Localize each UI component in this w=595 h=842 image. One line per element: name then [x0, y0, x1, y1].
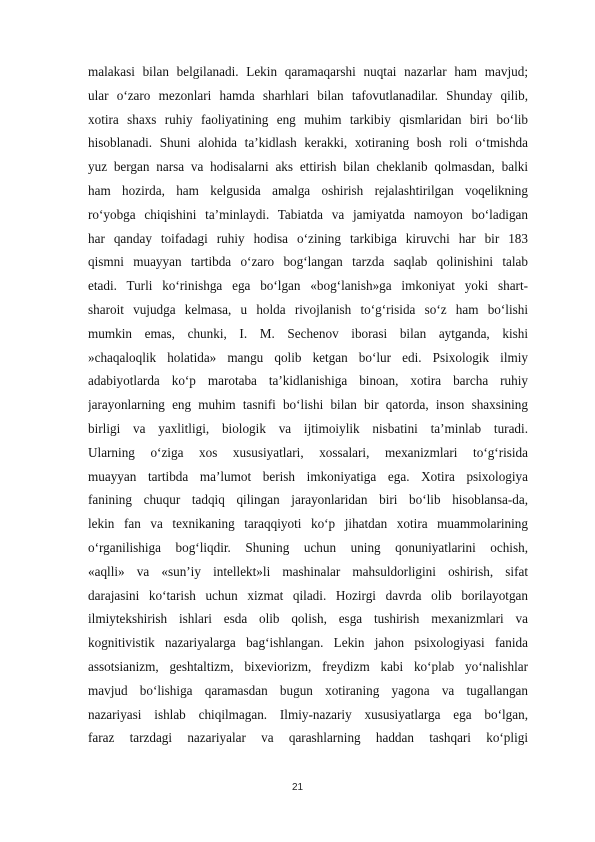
- text-line: yuz bergan narsa va hodisalarni aks ettirish bilan cheklanib qolmasdan, balki: [88, 159, 528, 175]
- text-line: lekin fan va texnikaning taraqqiyoti ko‘p jihatdan xotira muammolarining: [88, 516, 528, 532]
- text-line: Ularning o‘ziga xos xususiyatlari, xossalari, mexanizmlari to‘g‘risida: [88, 444, 528, 460]
- text-line: »chaqaloqlik holatida» mangu qolib ketgan bo‘lur edi. Psixologik ilmiy: [88, 349, 528, 365]
- text-line: etadi. Turli ko‘rinishga ega bo‘lgan «bog‘lanish»ga imkoniyat yoki shart-: [88, 278, 528, 294]
- page-number: 21: [291, 782, 304, 793]
- text-line: fanining chuqur tadqiq qilingan jarayonlaridan biri bo‘lib hisoblansa-da,: [88, 492, 528, 508]
- text-line: hisoblanadi. Shuni alohida ta’kidlash kerakki, xotiraning bosh roli o‘tmishda: [88, 135, 528, 151]
- text-line: xotira shaxs ruhiy faoliyatining eng muhim tarkibiy qismlaridan biri bo‘lib: [88, 111, 528, 127]
- text-line: darajasini ko‘tarish uchun xizmat qiladi. Hozirgi davrda olib borilayotgan: [88, 587, 528, 603]
- text-line: jarayonlarning eng muhim tasnifi bo‘lishi bilan bir qatorda, inson shaxsining: [88, 397, 528, 413]
- text-line: faraz tarzdagi nazariyalar va qarashlarning haddan tashqari ko‘pligi: [88, 730, 528, 746]
- text-line: ro‘yobga chiqishini ta’minlaydi. Tabiatda va jamiyatda namoyon bo‘ladigan: [88, 206, 528, 222]
- text-line: mavjud bo‘lishiga qaramasdan bugun xotiraning yagona va tugallangan: [88, 682, 528, 698]
- text-line: ular o‘zaro mezonlari hamda sharhlari bilan tafovutlanadilar. Shunday qilib,: [88, 87, 528, 103]
- text-line: birligi va yaxlitligi, biologik va ijtimoiylik nisbatini ta’minlab turadi.: [88, 420, 528, 436]
- text-line: kognitivistik nazariyalarga bag‘ishlangan. Lekin jahon psixologiyasi fanida: [88, 635, 528, 651]
- text-line: muayyan tartibda ma’lumot berish imkoniyatiga ega. Xotira psixologiya: [88, 468, 528, 484]
- text-line: nazariyasi ishlab chiqilmagan. Ilmiy-nazariy xususiyatlarga ega bo‘lgan,: [88, 706, 528, 722]
- text-line: ham hozirda, ham kelgusida amalga oshirish rejalashtirilgan voqelikning: [88, 182, 528, 198]
- text-line: adabiyotlarda ko‘p marotaba ta’kidlanishiga binoan, xotira barcha ruhiy: [88, 373, 528, 389]
- text-line: assotsianizm, geshtaltizm, bixeviorizm, freydizm kabi ko‘plab yo‘nalishlar: [88, 658, 528, 674]
- text-line: har qanday toifadagi ruhiy hodisa o‘zining tarkibiga kiruvchi har bir 183: [88, 230, 528, 246]
- text-line: «aqlli» va «sun’iy intellekt»li mashinalar mahsuldorligini oshirish, sifat: [88, 563, 528, 579]
- text-line: qismni muayyan tartibda o‘zaro bog‘langan tarzda saqlab qolinishini talab: [88, 254, 528, 270]
- text-line: malakasi bilan belgilanadi. Lekin qaramaqarshi nuqtai nazarlar ham mavjud;: [88, 64, 528, 79]
- text-line: o‘rganilishiga bog‘liqdir. Shuning uchun uning qonuniyatlarini ochish,: [88, 539, 528, 555]
- text-line: sharoit vujudga kelmasa, u holda rivojlanish to‘g‘risida so‘z ham bo‘lishi: [88, 301, 528, 317]
- text-line: mumkin emas, chunki, I. M. Sechenov iborasi bilan aytganda, kishi: [88, 325, 528, 341]
- text-line: ilmiytekshirish ishlari esda olib qolish, esga tushirish mexanizmlari va: [88, 611, 528, 627]
- body-text: [88, 60, 528, 750]
